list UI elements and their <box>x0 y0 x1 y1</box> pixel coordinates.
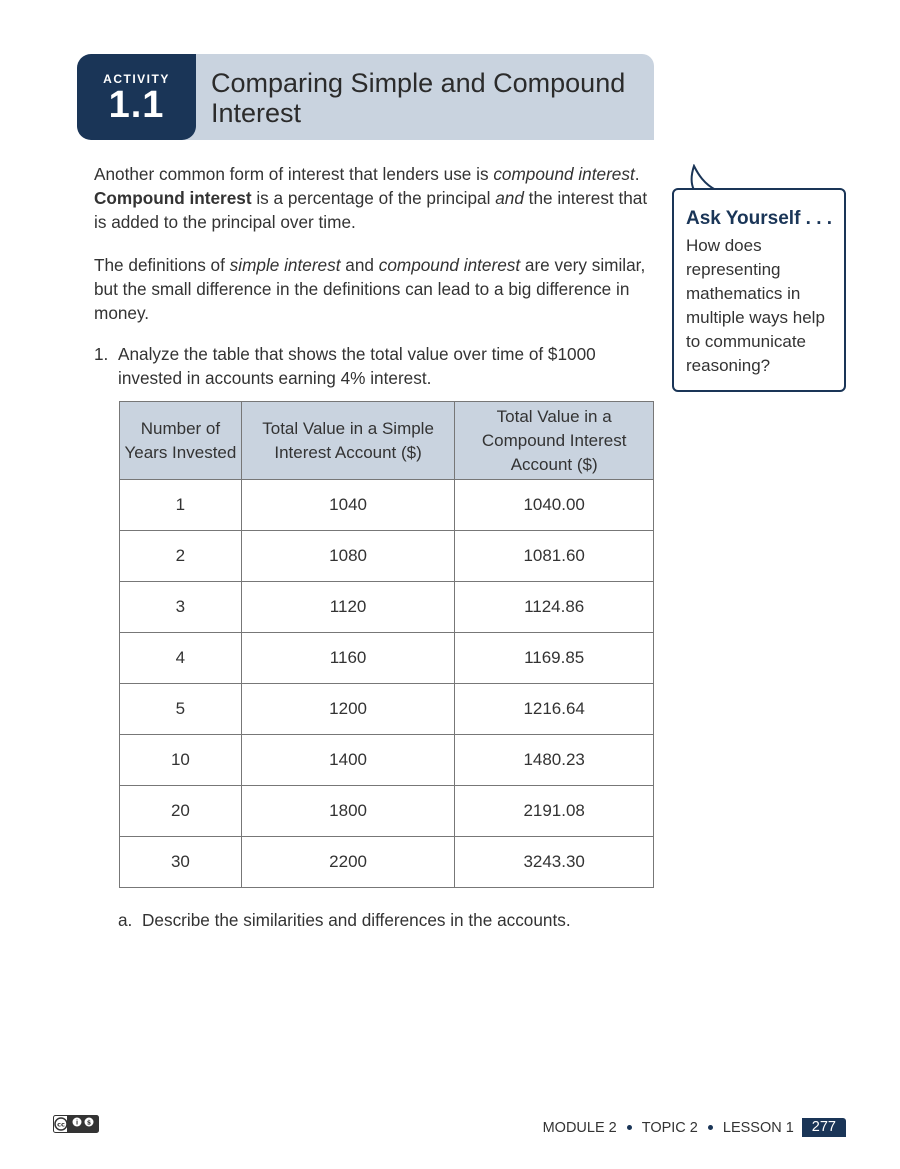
table-cell: 1124.86 <box>455 582 654 633</box>
table-cell: 2191.08 <box>455 786 654 837</box>
table-row <box>120 480 654 531</box>
table-row <box>120 531 654 582</box>
interest-table <box>119 401 654 888</box>
table-row <box>120 633 654 684</box>
table-header-row <box>120 402 654 480</box>
activity-number: 1.1 <box>108 84 165 126</box>
intro-paragraph-1: Another common form of interest that lenders use is compound interest. Compound interest is a percentage of the principal and the interest that is added to the principal over time. <box>94 164 648 232</box>
intro-paragraph-2: The definitions of simple interest and compound interest are very similar, but the small difference in the definitions can lead to a big difference in money. <box>94 255 646 323</box>
page-number: 277 <box>802 1118 846 1137</box>
table-cell: 1120 <box>241 582 455 633</box>
table-cell: 3243.30 <box>455 837 654 888</box>
table-cell: 5 <box>120 684 242 735</box>
table-cell: 1 <box>120 480 242 531</box>
question-label: a. <box>118 910 133 930</box>
table-row <box>120 735 654 786</box>
table-row <box>120 684 654 735</box>
activity-title: Comparing Simple and Compound Interest <box>211 68 626 128</box>
question-number: 1. <box>94 344 109 364</box>
callout-title: Ask Yourself . . . <box>686 208 833 229</box>
table-row <box>120 786 654 837</box>
header-years: Number of Years Invested <box>120 402 242 480</box>
table-cell: 3 <box>120 582 242 633</box>
callout-text: How does representing mathematics in multiple ways help to communicate reasoning? <box>686 236 825 375</box>
creative-commons-license-icon <box>53 1115 99 1133</box>
svg-text:$: $ <box>86 1119 92 1127</box>
header-simple: Total Value in a Simple Interest Account ($) <box>241 402 455 480</box>
table-cell: 2 <box>120 531 242 582</box>
table-cell: 2200 <box>241 837 455 888</box>
question-text: Describe the similarities and differences in the accounts. <box>142 910 571 930</box>
svg-text:cc: cc <box>57 1120 65 1129</box>
bullet-separator <box>627 1125 632 1130</box>
table-cell: 1081.60 <box>455 531 654 582</box>
bullet-separator <box>708 1125 713 1130</box>
table-cell: 30 <box>120 837 242 888</box>
activity-label: ACTIVITY <box>103 72 170 86</box>
table-cell: 1169.85 <box>455 633 654 684</box>
svg-text:i: i <box>75 1119 79 1127</box>
ask-yourself-callout <box>672 188 846 392</box>
table-cell: 1040.00 <box>455 480 654 531</box>
table-cell: 1080 <box>241 531 455 582</box>
table-cell: 1200 <box>241 684 455 735</box>
table-row <box>120 837 654 888</box>
table-cell: 1400 <box>241 735 455 786</box>
question-text: Analyze the table that shows the total value over time of $1000 invested in accounts earning 4% interest. <box>118 344 596 388</box>
table-cell: 4 <box>120 633 242 684</box>
table-cell: 1216.64 <box>455 684 654 735</box>
header-compound: Total Value in a Compound Interest Account ($) <box>455 402 654 480</box>
table-cell: 1800 <box>241 786 455 837</box>
table-row <box>120 582 654 633</box>
table-cell: 20 <box>120 786 242 837</box>
footer-module: MODULE 2 <box>542 1119 617 1136</box>
activity-header <box>77 54 654 140</box>
page-footer <box>543 1118 846 1137</box>
footer-topic: TOPIC 2 <box>641 1119 698 1136</box>
table-cell: 10 <box>120 735 242 786</box>
footer-lesson: LESSON 1 <box>722 1119 794 1136</box>
table-cell: 1160 <box>241 633 455 684</box>
table-cell: 1040 <box>241 480 455 531</box>
activity-badge <box>77 54 196 140</box>
table-cell: 1480.23 <box>455 735 654 786</box>
